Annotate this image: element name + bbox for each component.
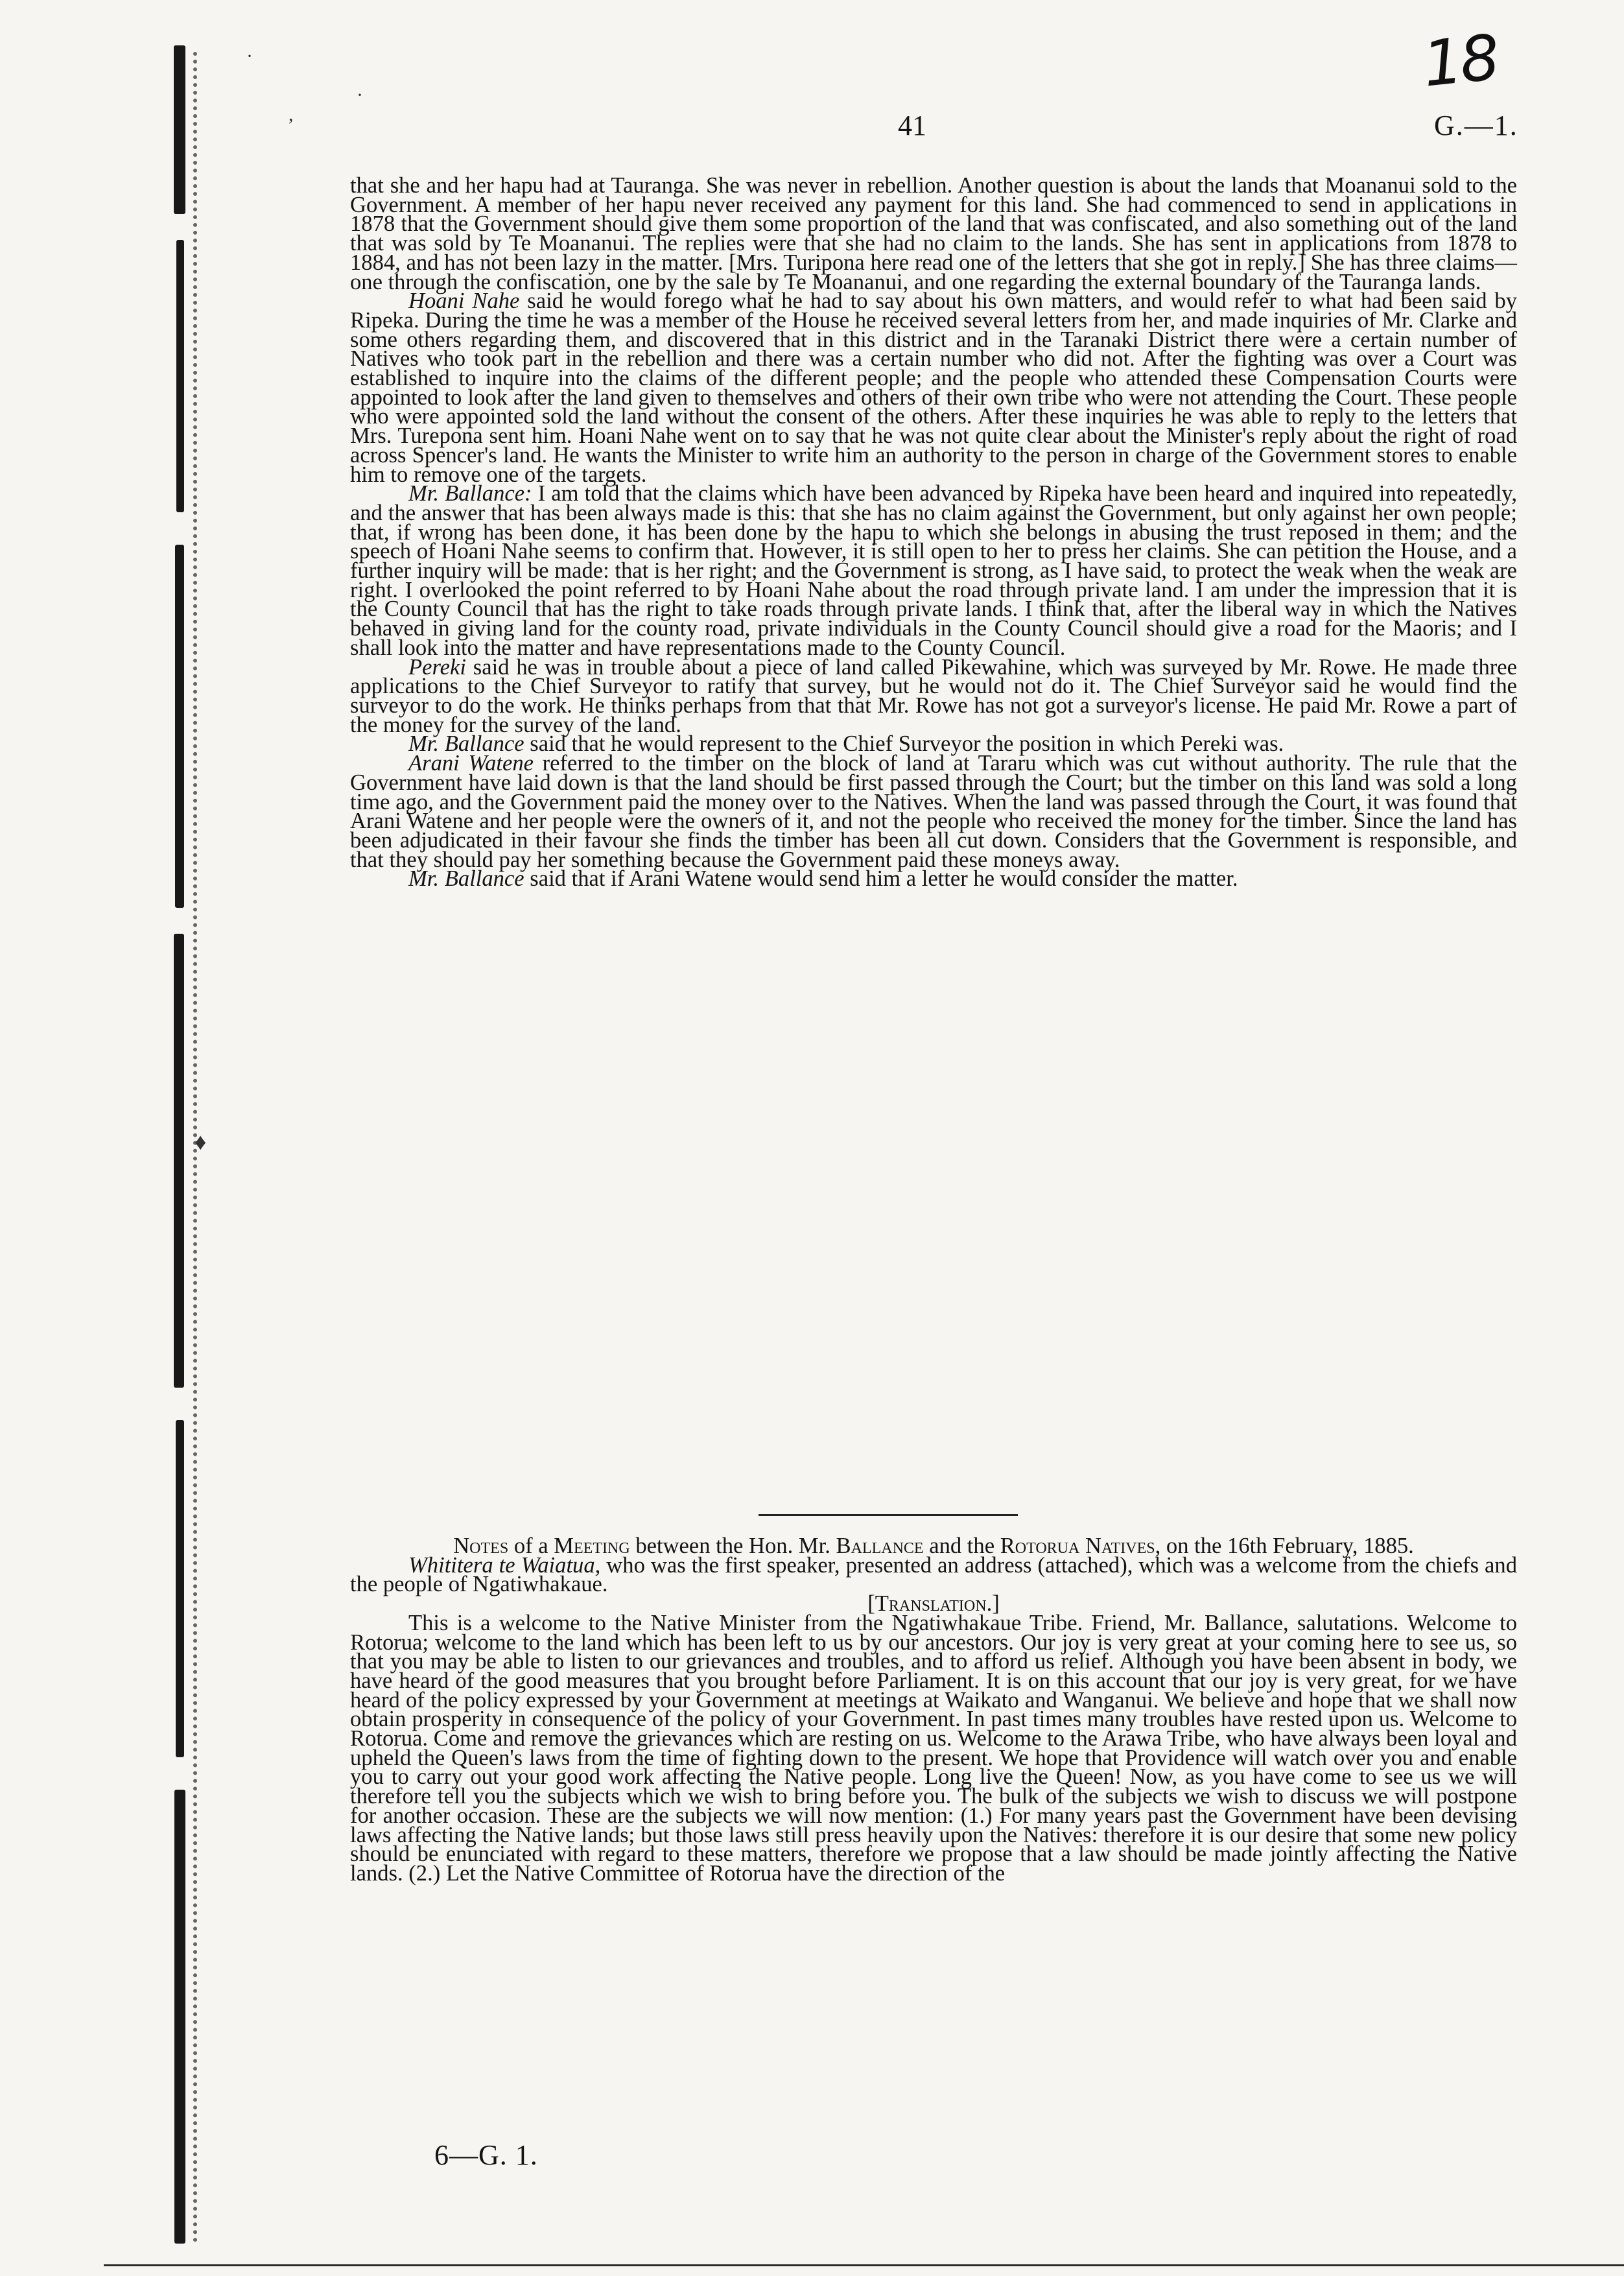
page-binding-edge: [154, 26, 200, 2263]
paragraph-ballance-reply: [350, 481, 1517, 660]
meeting-continuation: [350, 173, 1517, 892]
document-reference: G.—1.: [1434, 110, 1518, 141]
paragraph-text: said he would forego what he had to say about his own matters, and would refer to what had been said by Ripeka. During the time he was a member of the House he received several letters from her, and made inquiries of Mr. Clarke and some others regarding them, and discovered that in this district and in the Taranaki District there were a certain number of Natives who took part in the rebellion and there was a certain number who did not. After the fighting was over a Court was established to inquire into the claims of the different people; and the people who attended these Compensation Courts were appointed to look after the land given to themselves and others of their own tribe who were not attending the Court. These people who were appointed sold the land without the consent of the others. After these inquiries he was able to reply to the letters that Mrs. Turepona sent him. Hoani Nahe went on to say that he was not quite clear about the Minister's reply about the right of road across Spencer's land. He wants the Minister to write him an authority to the person in charge of the Government stores to enable him to remove one of the targets.: [350, 289, 1517, 487]
section-heading: Notes of a Meeting between the Hon. Mr. Ballance and the Rotorua Natives, on the 16th February, 1885.: [453, 1534, 1414, 1558]
page-number: 41: [898, 110, 926, 141]
scan-mark: ♦: [194, 1129, 207, 1155]
signature-mark: 6—G. 1.: [434, 2139, 538, 2171]
page-bottom-edge: [104, 2264, 1624, 2266]
paragraph-arani-watene: [350, 751, 1517, 872]
speaker-name: Mr. Ballance:: [408, 481, 532, 506]
paragraph-text: said that if Arani Watene would send him a letter he would consider the matter.: [524, 866, 1238, 892]
scan-mark: ·: [357, 84, 363, 106]
paragraph-text: I am told that the claims which have been advanced by Ripeka have been heard and inquired into repeatedly, and the answer that has been always made is this: that she has no claim against the Government, but only against her own people; that, if wrong has been done, it has been done by the hapu to which she belongs in abusing the trust reposed in them; and the speech of Hoani Nahe seems to confirm that. However, it is still open to her to press her claims. She can petition the House, and a further inquiry will be made: that is her right; and the Government is strong, as I have said, to protect the weak when the weak are right. I overlooked the point referred to by Hoani Nahe about the road through private land. I am under the impression that it is the County Council that has the right to take roads through private lands. I think that, after the liberal way in which the Natives behaved in giving land for the county road, private individuals in the County Council should give a road for the Maoris; and I shall look into the matter and have representations made to the County Council.: [350, 481, 1517, 660]
speaker-name: Whititera te Waiatua,: [408, 1552, 601, 1578]
paragraph-text: said that he would represent to the Chief Surveyor the position in which Pereki was.: [524, 731, 1284, 757]
paragraph-turipona-claims: that she and her hapu had at Tauranga. She was never in rebellion. Another question is about the lands that Moananui sold to the Government. A member of her hapu never received any payment for this land. She had commenced to send in applications in 1878 that the Government should give them some proportion of the land that was confiscated, and also something out of the land that was sold by Te Moananui. The replies were that she had no claim to the lands. She has sent in applications from 1878 to 1884, and has not been lazy in the matter. [Mrs. Turipona here read one of the letters that she got in reply.] She has three claims—one through the confiscation, one by the sale by Te Moananui, and one regarding the external boundary of the Tauranga lands.: [350, 173, 1517, 294]
handwritten-folio-number: 18: [1419, 21, 1501, 101]
speaker-name: Mr. Ballance: [408, 866, 524, 892]
speaker-name: Arani Watene: [408, 751, 534, 776]
paragraph-hoani-nahe: [350, 289, 1517, 487]
paragraph-ballance-arani: [350, 866, 1517, 892]
paragraph-pereki: [350, 654, 1517, 737]
paragraph-whititera-intro: [350, 1552, 1517, 1597]
speaker-name: Mr. Ballance: [408, 731, 524, 757]
speaker-name: Hoani Nahe: [408, 289, 520, 314]
rotorua-meeting-notes: [350, 1534, 1517, 1886]
section-divider: [759, 1514, 1018, 1516]
scan-mark: ·: [246, 45, 253, 67]
paragraph-text: referred to the timber on the block of land at Tararu which was cut without authority. The rule that the Government have laid down is that the land should be first passed through the Court; but the timber on this land was sold a long time ago, and the Government paid the money over to the Natives. When the land was passed through the Court, it was found that Arani Watene and her people were the owners of it, and not the people who received the money for the timber. Since the land has been adjudicated in their favour she finds the timber has been all cut down. Considers that the Government is responsible, and that they should pay her something because the Government paid these moneys away.: [350, 751, 1517, 872]
paragraph-text: said he was in trouble about a piece of land called Pikewahine, which was surveyed by Mr. Rowe. He made three applications to the Chief Surveyor to ratify that survey, but he would not do it. The Chief Surveyor said he would find the surveyor to do the work. He thinks perhaps from that that Mr. Rowe has not got a surveyor's license. He paid Mr. Rowe a part of the money for the survey of the land.: [350, 654, 1517, 737]
paragraph-address-translation: This is a welcome to the Native Minister from the Ngatiwhakaue Tribe. Friend, Mr. Ballance, salutations. Welcome to Rotorua; welcome to the land which has been left to us by our ancestors. Our joy is very great at your coming here to see us, so that you may be able to listen to our grievances and troubles, and to afford us relief. Although you have been absent in body, we have heard of the good measures that you brought before Parliament. It is on this account that our joy is very great, for we have heard of the policy expressed by your Government at meetings at Waikato and Wanganui. We believe and hope that we shall now obtain prosperity in consequence of the policy of your Government. In past times many troubles have rested upon us. Welcome to Rotorua. Come and remove the grievances which are resting on us. Welcome to the Arawa Tribe, who have always been loyal and upheld the Queen's laws from the time of fighting down to the present. We hope that Providence will watch over you and enable you to carry out your good work affecting the Native people. Long live the Queen! Now, as you have come to see us we will therefore tell you the subjects which we wish to bring before you. The bulk of the subjects we wish to discuss we will postpone for another occasion. These are the subjects we will now mention: (1.) For many years past the Government have been devising laws affecting the Native lands; but those laws still press heavily upon the Natives: therefore it is our desire that some new policy should be enunciated with regard to these matters, therefore we propose that a law should be made jointly affecting the Native lands. (2.) Let the Native Committee of Rotorua have the direction of the: [350, 1610, 1517, 1886]
translation-label: [Translation.]: [867, 1591, 1000, 1617]
speaker-name: Pereki: [408, 654, 466, 680]
paragraph-text: who was the first speaker, presented an address (attached), which was a welcome from the chiefs and the people of Ngatiwhakaue.: [350, 1552, 1517, 1597]
scan-mark: ,: [288, 104, 294, 125]
